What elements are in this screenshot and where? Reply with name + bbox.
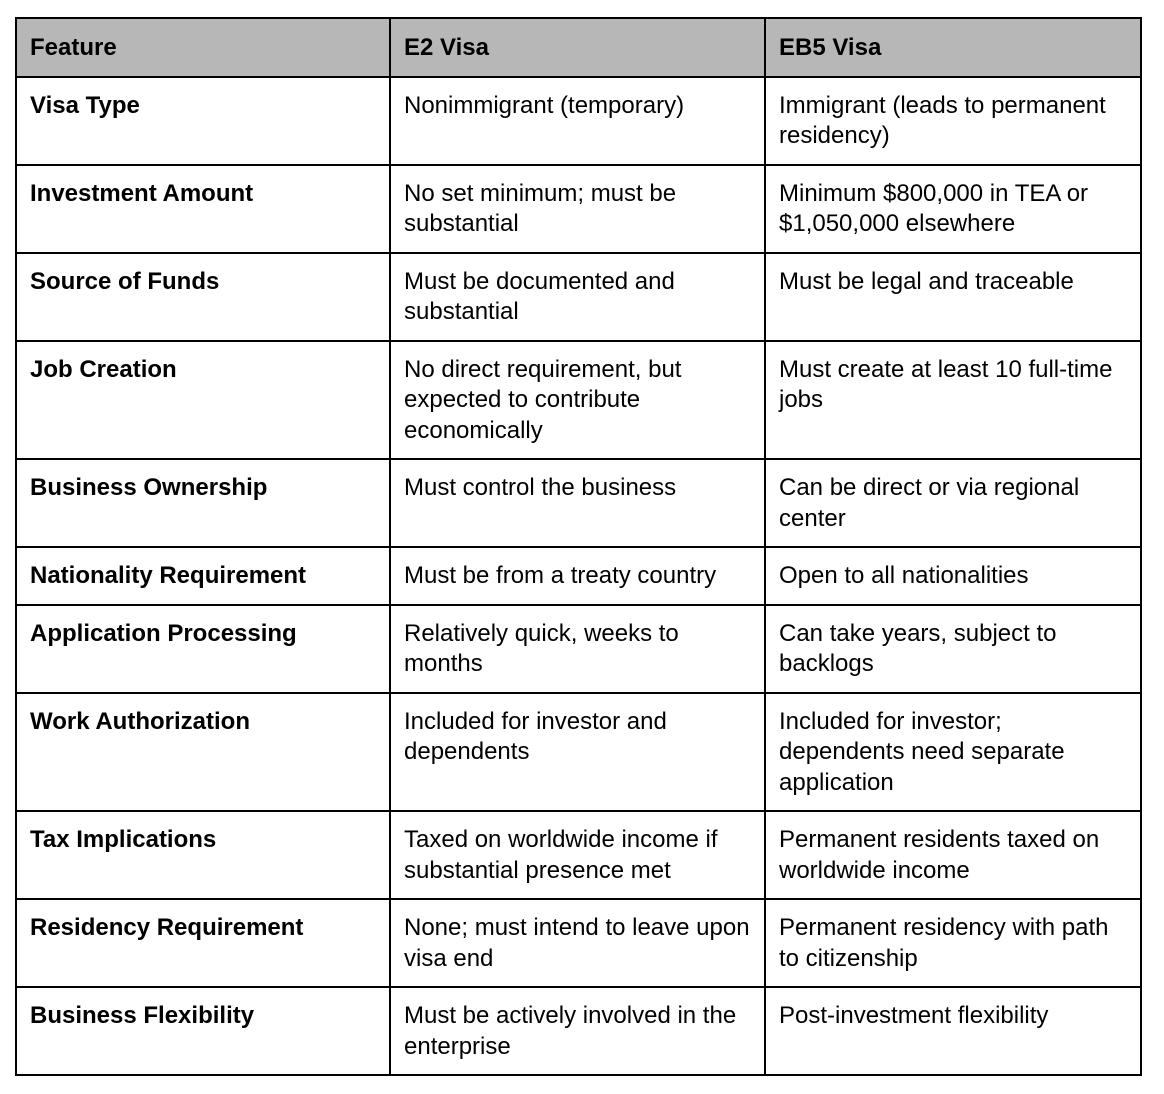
eb5-cell: Permanent residency with path to citizenship: [765, 899, 1141, 987]
header-e2-visa: E2 Visa: [390, 18, 765, 77]
eb5-cell: Can take years, subject to backlogs: [765, 605, 1141, 693]
e2-cell: Nonimmigrant (temporary): [390, 77, 765, 165]
table-row: [16, 605, 1141, 693]
table-row: [16, 987, 1141, 1075]
feature-cell: Nationality Requirement: [16, 547, 390, 605]
feature-cell: Visa Type: [16, 77, 390, 165]
table-row: [16, 693, 1141, 812]
e2-cell: Included for investor and dependents: [390, 693, 765, 812]
table-row: [16, 459, 1141, 547]
header-eb5-visa: EB5 Visa: [765, 18, 1141, 77]
feature-cell: Business Flexibility: [16, 987, 390, 1075]
e2-cell: No set minimum; must be substantial: [390, 165, 765, 253]
feature-cell: Job Creation: [16, 341, 390, 460]
e2-cell: Relatively quick, weeks to months: [390, 605, 765, 693]
feature-cell: Work Authorization: [16, 693, 390, 812]
e2-cell: Taxed on worldwide income if substantial presence met: [390, 811, 765, 899]
table-header: [16, 18, 1141, 77]
feature-cell: Business Ownership: [16, 459, 390, 547]
eb5-cell: Can be direct or via regional center: [765, 459, 1141, 547]
header-feature: Feature: [16, 18, 390, 77]
eb5-cell: Post-investment flexibility: [765, 987, 1141, 1075]
eb5-cell: Must create at least 10 full-time jobs: [765, 341, 1141, 460]
table-row: [16, 899, 1141, 987]
eb5-cell: Immigrant (leads to permanent residency): [765, 77, 1141, 165]
e2-cell: Must be actively involved in the enterprise: [390, 987, 765, 1075]
table-row: [16, 547, 1141, 605]
eb5-cell: Minimum $800,000 in TEA or $1,050,000 elsewhere: [765, 165, 1141, 253]
feature-cell: Residency Requirement: [16, 899, 390, 987]
table-row: [16, 341, 1141, 460]
table-row: [16, 253, 1141, 341]
eb5-cell: Included for investor; dependents need separate application: [765, 693, 1141, 812]
feature-cell: Tax Implications: [16, 811, 390, 899]
e2-cell: None; must intend to leave upon visa end: [390, 899, 765, 987]
table-row: [16, 811, 1141, 899]
e2-cell: Must be from a treaty country: [390, 547, 765, 605]
table-body: [16, 77, 1141, 1076]
e2-cell: Must control the business: [390, 459, 765, 547]
eb5-cell: Must be legal and traceable: [765, 253, 1141, 341]
eb5-cell: Permanent residents taxed on worldwide income: [765, 811, 1141, 899]
header-row: [16, 18, 1141, 77]
eb5-cell: Open to all nationalities: [765, 547, 1141, 605]
feature-cell: Investment Amount: [16, 165, 390, 253]
table-row: [16, 77, 1141, 165]
feature-cell: Application Processing: [16, 605, 390, 693]
e2-cell: Must be documented and substantial: [390, 253, 765, 341]
feature-cell: Source of Funds: [16, 253, 390, 341]
e2-cell: No direct requirement, but expected to contribute economically: [390, 341, 765, 460]
table-row: [16, 165, 1141, 253]
visa-comparison-table: [15, 17, 1142, 1076]
